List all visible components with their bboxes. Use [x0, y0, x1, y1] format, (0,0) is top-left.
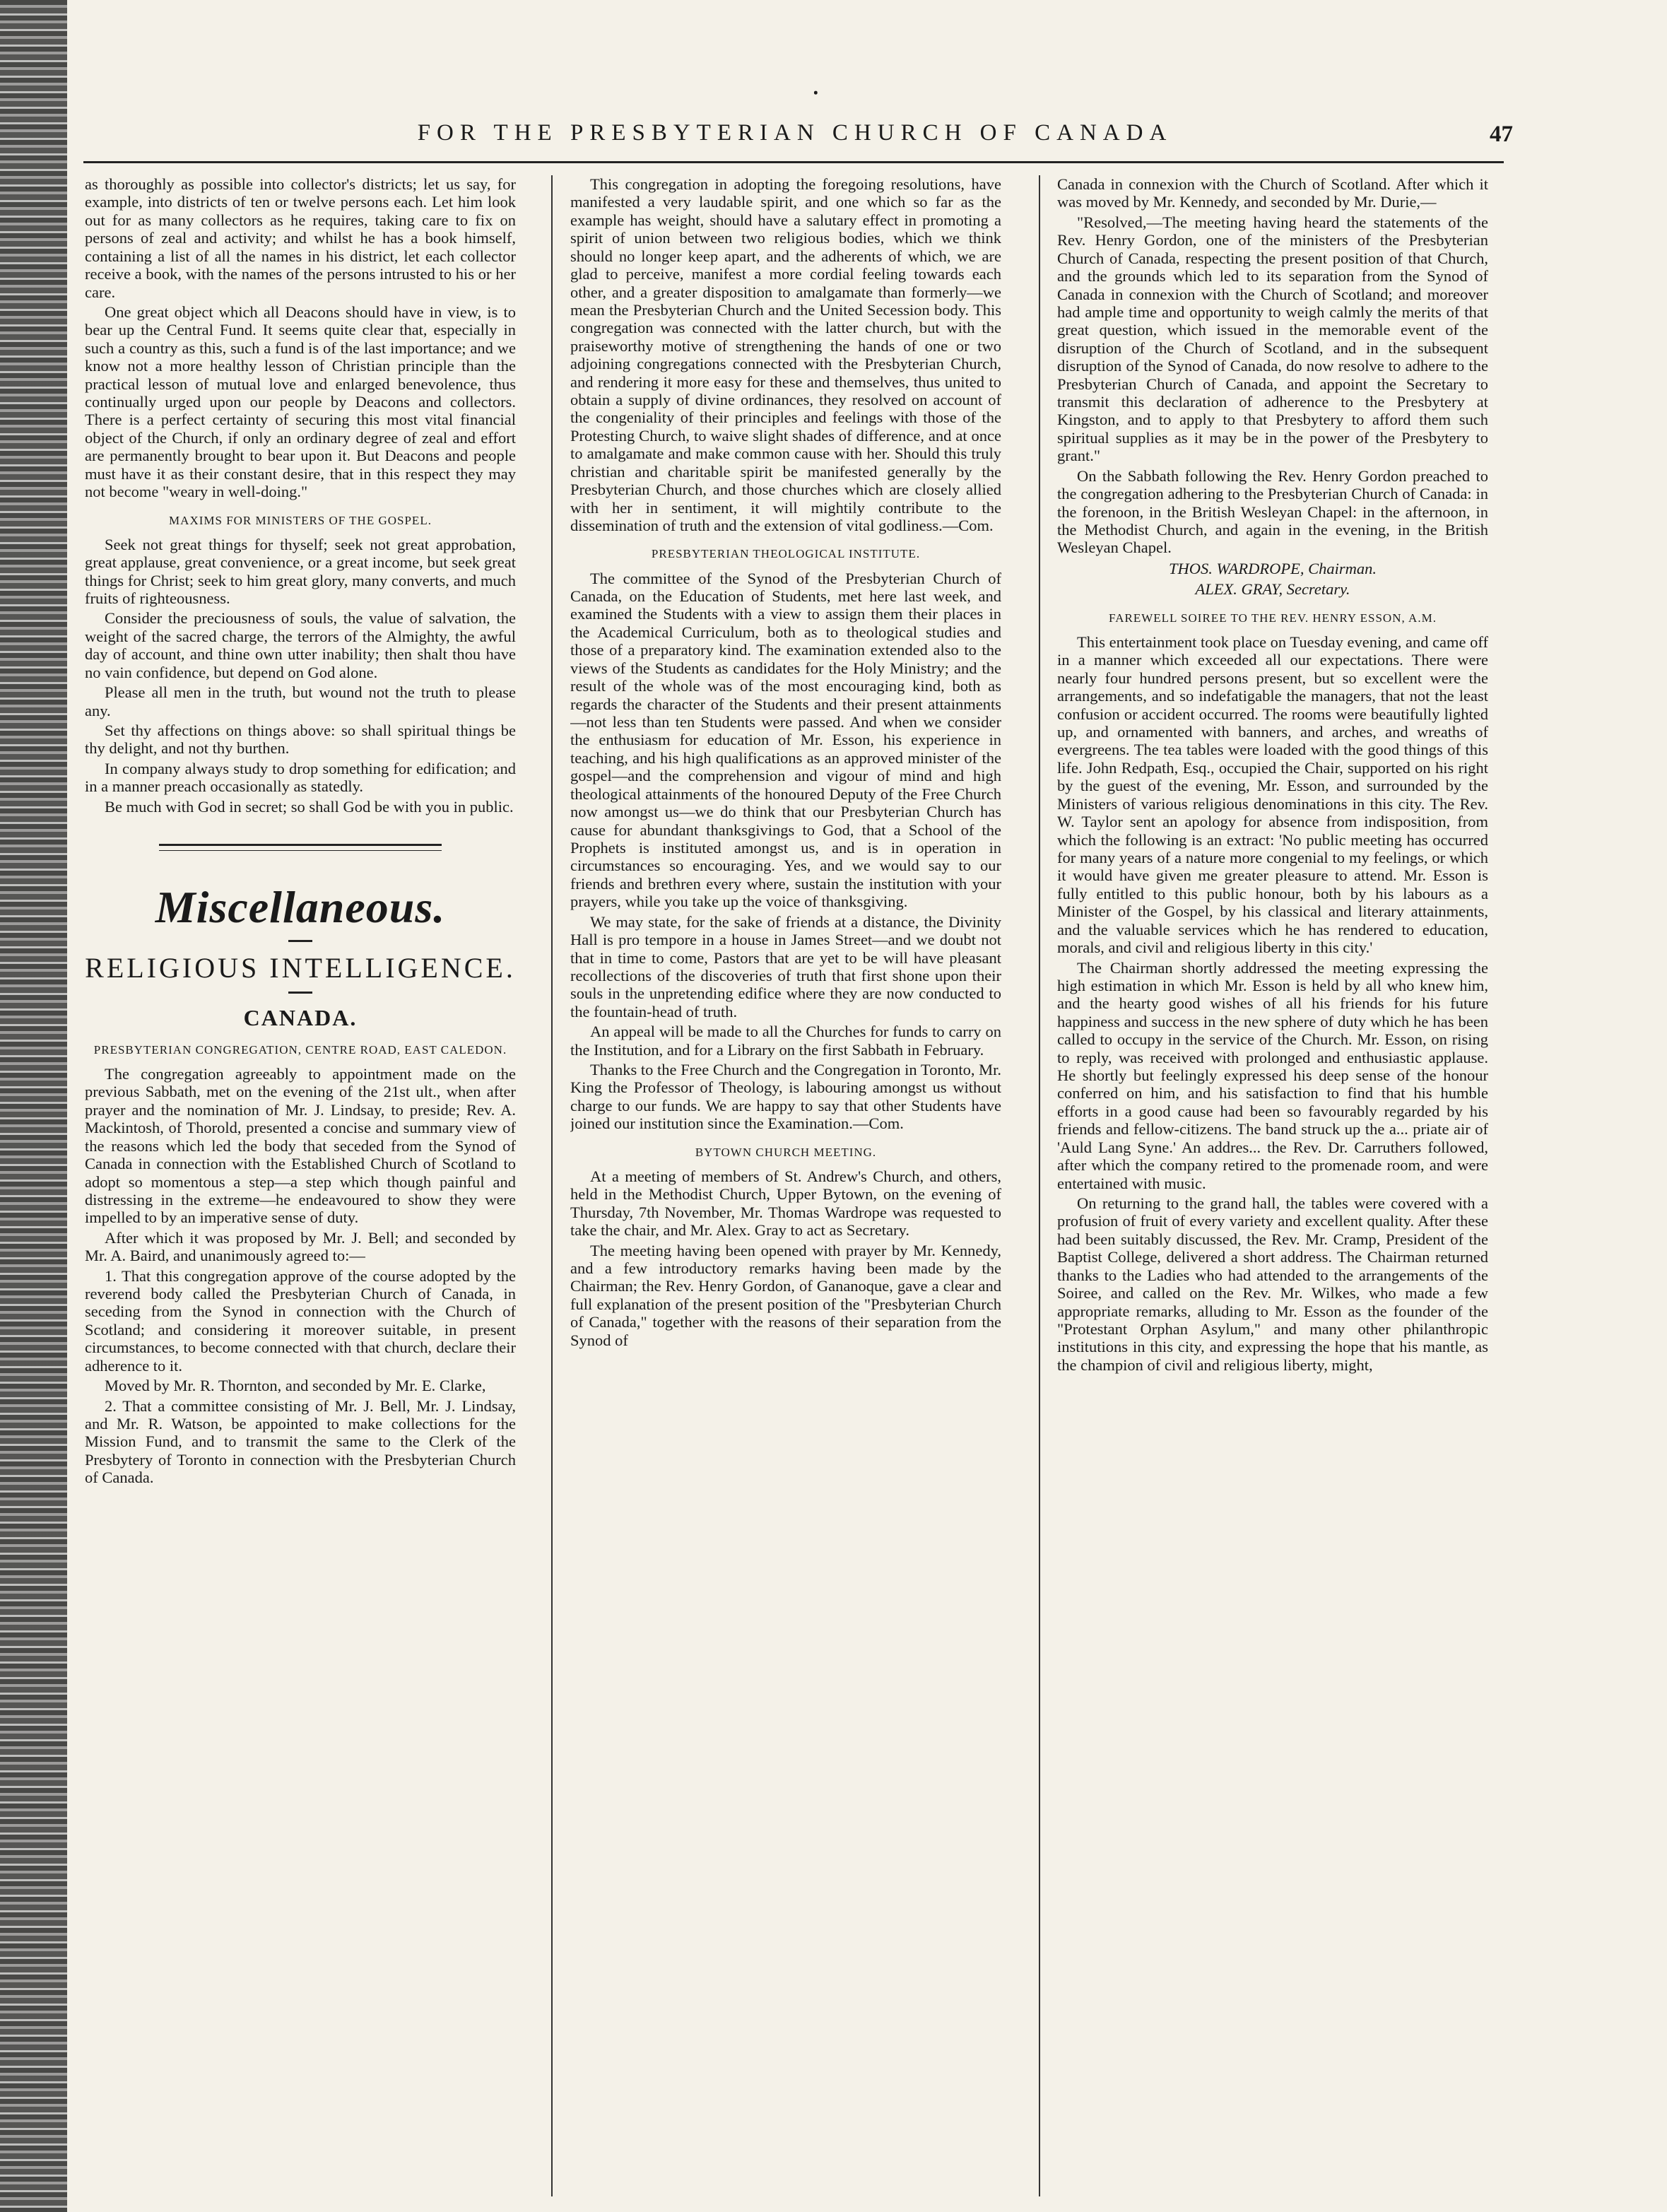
- section-heading-institute: PRESBYTERIAN THEOLOGICAL INSTITUTE.: [651, 547, 921, 561]
- paragraph: Canada in connexion with the Church of Scotland. After which it was moved by Mr. Kennedy, and seconded by Mr. Durie,—: [1057, 175, 1488, 211]
- resolution: "Resolved,—The meeting having heard the statements of the Rev. Henry Gordon, one of the ministers of the Presbyterian Church of Canada, respecting the present position of that Church, and the grounds which led to its separation from the Synod of Canada in connexion with the Church of Scotland; and moreover had ample time and opportunity to weigh calmly the merits of that great question, which issued in the memorable event of the disruption of the Church of Scotland, and in the subsequent disruption of the Synod of Canada, do now resolve to adhere to the Presbyterian Church of Canada, and appoint the Secretary to transmit this declaration of adherence to the Presbytery at Kingston, and to apply to that Presbytery to afford them such spiritual supplies as it may be in the power of the Presbytery to grant.": [1057, 213, 1488, 465]
- column-separator: [551, 175, 553, 2196]
- page-number: 47: [1490, 122, 1513, 147]
- paragraph: Thanks to the Free Church and the Congregation in Toronto, Mr. King the Professor of Theology, is labouring amongst us without charge to our funds. We are happy to say that other Students have joined our institution since the Examination.—Com.: [570, 1061, 1001, 1133]
- column-separator: [1039, 175, 1040, 2196]
- paragraph: On the Sabbath following the Rev. Henry Gordon preached to the congregation adhering to the Presbyterian Church of Canada: in the forenoon, in the British Wesleyan Chapel: in the afternoon, in the Methodist Church, and again in the evening, in the British Wesleyan Chapel.: [1057, 466, 1488, 557]
- section-heading-soiree: FAREWELL SOIREE TO THE REV. HENRY ESSON, A.M.: [1109, 611, 1437, 625]
- paragraph: We may state, for the sake of friends at a distance, the Divinity Hall is pro tempore in a house in James Street—and we doubt not that in time to come, Pastors that are yet to be will have pleasant recollections of the discoveries of truth that first shone upon their souls in the unpretending edifice where they are now conducted to the fountain-head of truth.: [570, 912, 1001, 1020]
- maxim: Be much with God in secret; so shall God be with you in public.: [105, 797, 514, 816]
- section-heading-congregation: PRESBYTERIAN CONGREGATION, CENTRE ROAD, EAST CALEDON.: [93, 1042, 507, 1057]
- paragraph: This congregation in adopting the foregoing resolutions, have manifested a very laudable spirit, and one which so far as the example has weight, should have a salutary effect in promoting a spirit of union between two religious bodies, which we think should no longer keep apart, and the adherents of which, we are glad to perceive, manifest a more cordial feeling towards each other, and a greater disposition to amalgamate than formerly—we mean the Presbyterian Church and the United Secession body. This congregation was connected with the latter church, but with the praiseworthy motive of strengthening the hands of one or two adjoining congregations connected with the Presbyterian Church, and rendering it more easy for these and themselves, thus united to obtain a supply of divine ordinances, they resolved on account of the congeniality of their principles and feelings with those of the Protesting Church, to waive slight shades of difference, and at once to amalgamate and make common cause with her. Should this truly christian and charitable spirit be manifested generally by the Presbyterian Church, and those churches which are closely allied with her in sentiment, it will mightily contribute to the dissemination of truth and the extension of vital godliness.—Com.: [570, 175, 1001, 535]
- paragraph: One great object which all Deacons should have in view, is to bear up the Central Fund. It seems quite clear that, especially in such a country as this, such a fund is of the last importance; and we know not a more healthy lesson of Christian principle than the practical lesson of mutual love and enlarged benevolence, thus continually urged upon our people by Deacons and collectors. There is a perfect certainty of securing this most vital financial object of the Church, if only an ordinary degree of zeal and effort are permanently brought to bear upon it. But Deacons and people must have it as their constant desire, that in this respect they may not become "weary in well-doing.": [85, 302, 516, 501]
- paragraph: Moved by Mr. R. Thornton, and seconded by Mr. E. Clarke,: [105, 1377, 486, 1395]
- paragraph: On returning to the grand hall, the tables were covered with a profusion of fruit of every variety and excellent quality. After these had been suitably discussed, the Rev. Mr. Cramp, President of the Baptist College, delivered a short address. The Chairman returned thanks to the Ladies who had attended to the arrangements of the Soiree, and called on the Rev. Mr. Wilkes, who made a few appropriate remarks, alluding to Mr. Esson as the founder of the "Protestant Orphan Asylum," and many other philanthropic institutions in this city, and expressing the hope that his mantle, as the champion of civil and religious liberty, might,: [1057, 1194, 1488, 1374]
- column-right: [1057, 175, 1488, 2196]
- maxim: Seek not great things for thyself; seek not great approbation, great applause, great convenience, or a great income, but seek great things for Christ; seek to him great glory, many converts, and much fruits of righteousness.: [85, 535, 516, 608]
- paragraph: The congregation agreeably to appointment made on the previous Sabbath, met on the evening of the 21st ult., when after prayer and the nomination of Mr. J. Lindsay, to preside; Rev. A. Mackintosh, of Thorold, presented a concise and summary view of the reasons which led the body that seceded from the Synod of Canada in connection with the Established Church of Scotland to adopt so momentous a step—a step which though painful and distressing in the extreme—he endeavoured to show they were impelled to by an imperative sense of duty.: [85, 1064, 516, 1227]
- paragraph: The committee of the Synod of the Presbyterian Church of Canada, on the Education of Students, met here last week, and examined the Students with a view to assign them their places in the Academical Curriculum, both as to theological studies and those of a preparatory kind. The examination extended also to the views of the Students as candidates for the Holy Ministry; and the result of the whole was of the most encouraging kind, both as regards the character of the Students and their present attainments—not less than ten Students were passed. And when we consider the enthusiasm for education of Mr. Esson, his experience in teaching, and his high qualifications as an approved minister of the gospel—and the comprehension and vigour of mind and high theological attainments of the honoured Deputy of the Free Church now amongst us—we do think that our Presbyterian Church has cause for abundant thanksgivings to God, that a School of the Prophets is instituted amongst us, and is in operation in circumstances so encouraging. Yes, and we would say to our friends and brethren every where, sustain the institution with your prayers, while you take up the voice of thanksgiving.: [570, 569, 1001, 911]
- paragraph: After which it was proposed by Mr. J. Bell; and seconded by Mr. A. Baird, and unanimously agreed to:—: [85, 1228, 516, 1265]
- resolution: 2. That a committee consisting of Mr. J. Bell, Mr. J. Lindsay, and Mr. R. Watson, be appointed to make collections for the Mission Fund, and to transmit the same to the Clerk of the Presbytery of Toronto in connection with the Presbyterian Church of Canada.: [85, 1396, 516, 1487]
- binding-edge: [0, 0, 67, 2212]
- signature-secretary: ALEX. GRAY, Secretary.: [1195, 580, 1350, 599]
- maxim: Consider the preciousness of souls, the value of salvation, the weight of the sacred charge, the terrors of the Almighty, the awful day of account, and thine own utter inability; then shalt thou have no vain confidence, but depend on God alone.: [85, 609, 516, 681]
- maxim: In company always study to drop something for edification; and in a manner preach occasionally as statedly.: [85, 759, 516, 796]
- paragraph: At a meeting of members of St. Andrew's Church, and others, held in the Methodist Church, Upper Bytown, on the evening of Thursday, 7th November, Mr. Thomas Wardrope was requested to take the chair, and Mr. Alex. Gray to act as Secretary.: [570, 1167, 1001, 1240]
- section-heading-bytown: BYTOWN CHURCH MEETING.: [695, 1145, 877, 1159]
- maxim: Please all men in the truth, but wound not the truth to please any.: [85, 683, 516, 719]
- printer-mark: ꞏ: [813, 83, 819, 105]
- running-head: FOR THE PRESBYTERIAN CHURCH OF CANADA: [417, 120, 1173, 146]
- short-rule: [288, 940, 312, 942]
- signatures: [1057, 560, 1488, 599]
- paragraph: The Chairman shortly addressed the meeting expressing the high estimation in which Mr. Esson is held by all who knew him, and the hearty good wishes of all his friends for his future happiness and success in the new sphere of duty which he has been called to occupy in the service of the Church. Mr. Esson, on rising to reply, was received with prolonged and enthusiastic applause. He shortly but feelingly expressed his deep sense of the honour conferred on him, and his satisfaction to find that his humble efforts in a good cause had been so favourably regarded by his friends and fellow-citizens. The band struck up the a... priate air of 'Auld Lang Syne.' An addres... the Rev. Dr. Carruthers followed, after which the company retired to the promenade room, and were entertained with music.: [1057, 958, 1488, 1192]
- section-heading-maxims: MAXIMS FOR MINISTERS OF THE GOSPEL.: [169, 513, 432, 527]
- resolution: 1. That this congregation approve of the course adopted by the reverend body called the Presbyterian Church of Canada, in seceding from the Synod in connection with the Church of Scotland; and considering it moreover suitable, in present circumstances, to become connected with that church, declare their adherence to it.: [85, 1266, 516, 1375]
- signature-chairman: THOS. WARDROPE, Chairman.: [1168, 559, 1377, 577]
- miscellaneous-title: Miscellaneous.: [155, 882, 446, 933]
- paragraph: This entertainment took place on Tuesday evening, and came off in a manner which exceeded all our expectations. There were nearly four hundred persons present, but so excellent were the arrangements, and so indefatigable the managers, that not the least confusion or accident occurred. The rooms were beautifully lighted up, and ornamented with banners, and arches, and wreaths of evergreens. The tea tables were loaded with the good things of this life. John Redpath, Esq., occupied the Chair, supported on his right by the guest of the evening, Mr. Esson, and surrounded by the Ministers of various religious denominations in this city. The Rev. W. Taylor sent an apology for absence from indisposition, from which the following is an extract: 'No public meeting has occurred for many years of a nature more congenial to my feelings, or which it would have given me greater pleasure to attend. Mr. Esson is fully entitled to this public honour, both by his labours as a Minister of the Gospel, by his classical and literary attainments, and the valuable services which he has rendered to education, morals, and civil and religious liberty in this city.': [1057, 633, 1488, 957]
- paragraph: An appeal will be made to all the Churches for funds to carry on the Institution, and for a Library on the first Sabbath in February.: [570, 1023, 1001, 1059]
- section-divider: [159, 844, 442, 851]
- paragraph: The meeting having been opened with prayer by Mr. Kennedy, and a few introductory remarks having been made by the Chairman; the Rev. Henry Gordon, of Gananoque, gave a clear and full explanation of the present position of the "Presbyterian Church of Canada," together with the reasons of their separation from the Synod of: [570, 1241, 1001, 1349]
- short-rule: [288, 992, 312, 994]
- religious-intelligence-heading: RELIGIOUS INTELLIGENCE.: [85, 952, 516, 984]
- canada-heading: CANADA.: [243, 1004, 358, 1030]
- column-left: [85, 175, 516, 2196]
- maxim: Set thy affections on things above: so shall spiritual things be thy delight, and not thy burthen.: [85, 722, 516, 758]
- column-middle: [570, 175, 1001, 2196]
- paragraph: as thoroughly as possible into collector's districts; let us say, for example, into districts of ten or twelve persons each. Let him look out for as many collectors as he requires, taking care to fix on persons of zeal and activity; and whilst he has a book himself, containing a list of all the names in his district, let each collector receive a book, with the names of the persons intrusted to his or her care.: [85, 175, 516, 301]
- header-rule: [83, 161, 1504, 163]
